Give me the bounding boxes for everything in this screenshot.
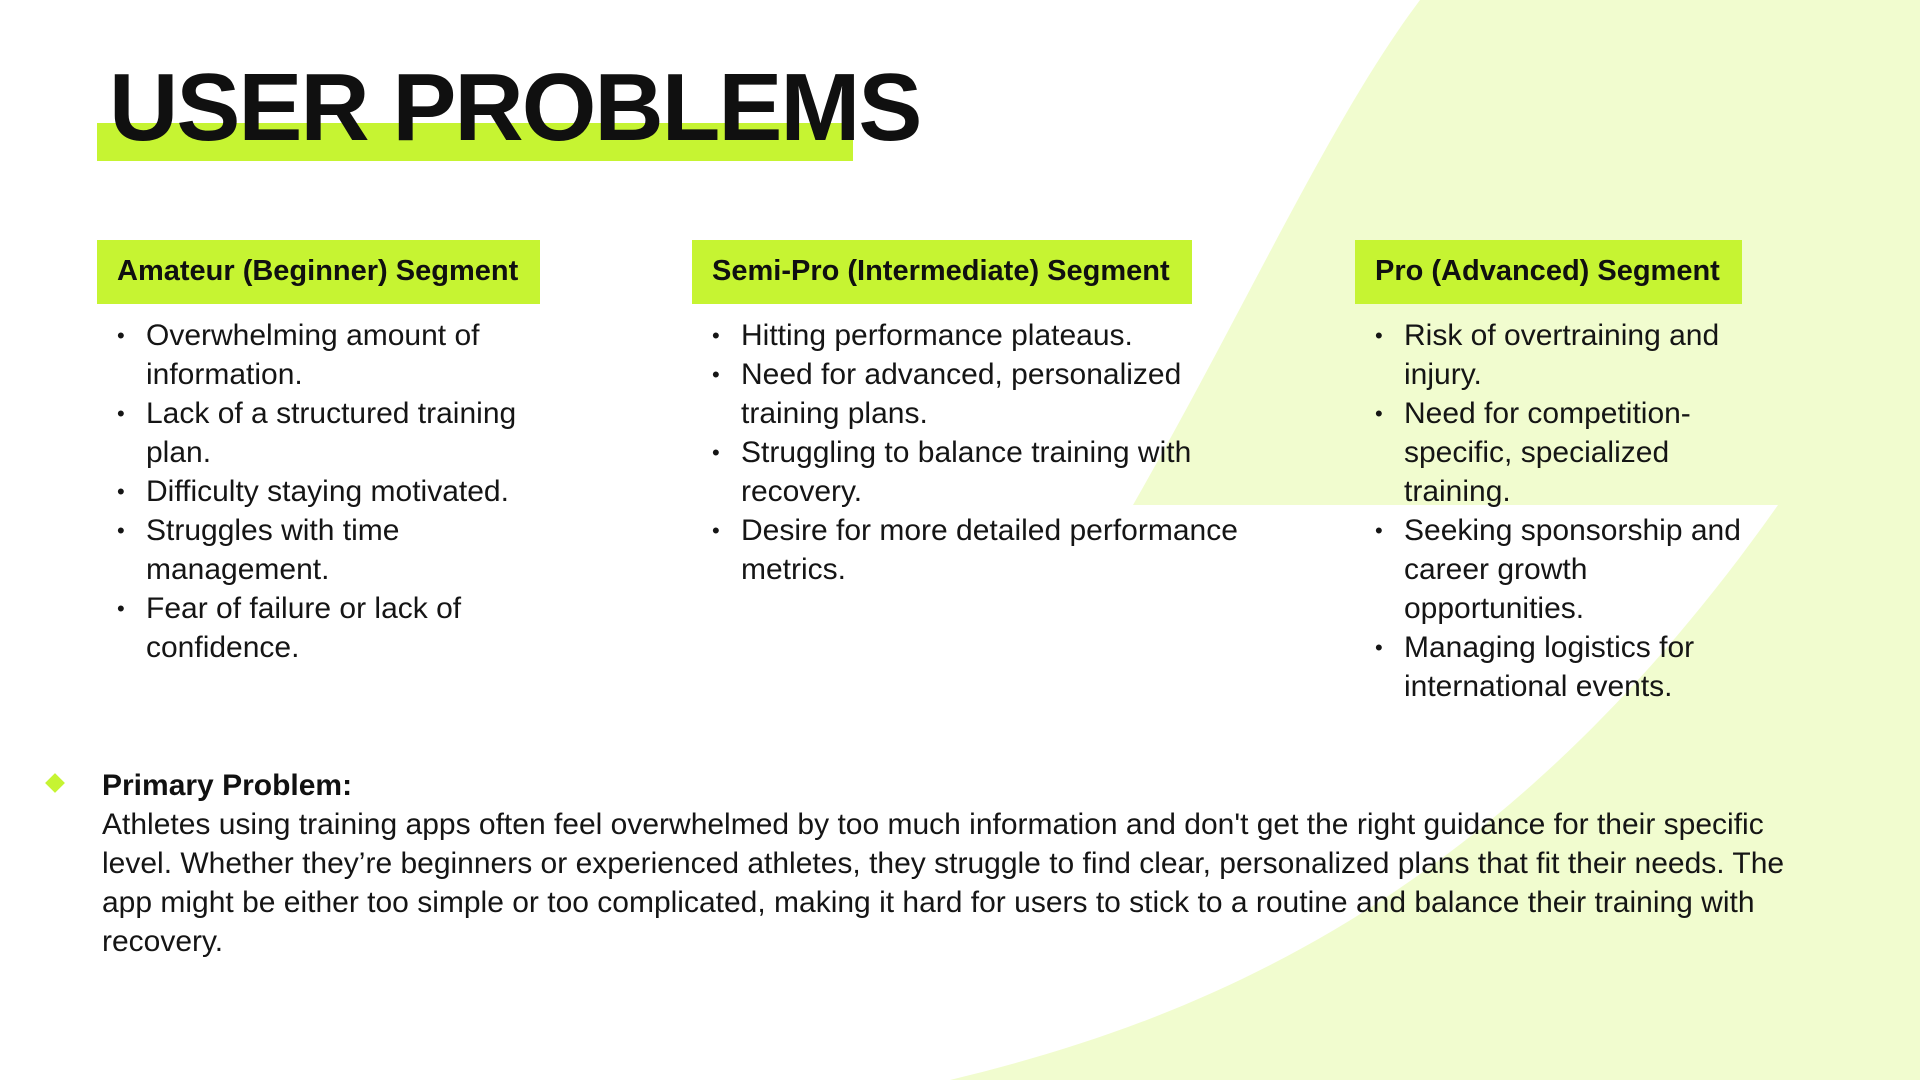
list-item: [117, 589, 567, 667]
list-item-text: Lack of a structured training plan.: [146, 397, 517, 469]
list-item: [1375, 511, 1775, 628]
segment-list-pro: [1355, 316, 1775, 706]
list-item: [712, 511, 1242, 589]
primary-problem-content: [102, 766, 1842, 961]
page-title: USER PROBLEMS: [109, 54, 921, 161]
list-item-text: Need for competition-specific, specialized training.: [1404, 397, 1691, 508]
title-block: [97, 54, 921, 161]
primary-problem-label: Primary Problem:: [102, 769, 353, 802]
bullet-icon: •: [117, 401, 125, 426]
list-item: [712, 355, 1242, 433]
list-item: [1375, 394, 1775, 511]
bullet-icon: •: [1375, 323, 1383, 348]
bullet-icon: •: [1375, 635, 1383, 660]
list-item: [712, 433, 1242, 511]
bullet-icon: •: [117, 479, 125, 504]
bullet-icon: •: [1375, 518, 1383, 543]
bullet-icon: •: [117, 596, 125, 621]
bullet-icon: •: [117, 518, 125, 543]
list-item-text: Risk of overtraining and injury.: [1404, 319, 1720, 391]
diamond-bullet-icon: [45, 773, 65, 793]
primary-problem-text: Athletes using training apps often feel overwhelmed by too much information and don't get the right guidance for their specific level. Whether they’re beginners or experienced athletes, they struggle to find clear, personalized plans that fit their needs. The app might be either too simple or too complicated, making it hard for users to stick to a routine and balance their training with recovery.: [102, 808, 1785, 958]
list-item-text: Overwhelming amount of information.: [146, 319, 480, 391]
list-item: [1375, 628, 1775, 706]
list-item: [117, 394, 567, 472]
list-item-text: Fear of failure or lack of confidence.: [146, 592, 462, 664]
segment-list-amateur: [97, 316, 567, 667]
segment-semi-pro: [692, 240, 1252, 589]
list-item-text: Managing logistics for international events.: [1404, 631, 1695, 703]
list-item-text: Desire for more detailed performance metrics.: [741, 514, 1238, 586]
segment-pro: [1355, 240, 1795, 706]
list-item: [117, 511, 567, 589]
bullet-icon: •: [712, 518, 720, 543]
bullet-icon: •: [1375, 401, 1383, 426]
list-item-text: Seeking sponsorship and career growth opportunities.: [1404, 514, 1741, 625]
list-item: [117, 316, 567, 394]
list-item: [117, 472, 567, 511]
segment-heading-pro: Pro (Advanced) Segment: [1355, 240, 1742, 304]
segment-amateur: [97, 240, 577, 667]
list-item-text: Hitting performance plateaus.: [741, 319, 1133, 352]
bullet-icon: •: [117, 323, 125, 348]
list-item-text: Difficulty staying motivated.: [146, 475, 509, 508]
list-item: [1375, 316, 1775, 394]
primary-problem-section: [40, 766, 1820, 961]
bullet-icon: •: [712, 323, 720, 348]
list-item: [712, 316, 1242, 355]
segment-heading-semi-pro: Semi-Pro (Intermediate) Segment: [692, 240, 1192, 304]
list-item-text: Struggles with time management.: [146, 514, 400, 586]
bullet-icon: •: [712, 362, 720, 387]
list-item-text: Struggling to balance training with recovery.: [741, 436, 1192, 508]
segment-heading-amateur: Amateur (Beginner) Segment: [97, 240, 540, 304]
bullet-icon: •: [712, 440, 720, 465]
segment-list-semi-pro: [692, 316, 1242, 589]
list-item-text: Need for advanced, personalized training plans.: [741, 358, 1182, 430]
